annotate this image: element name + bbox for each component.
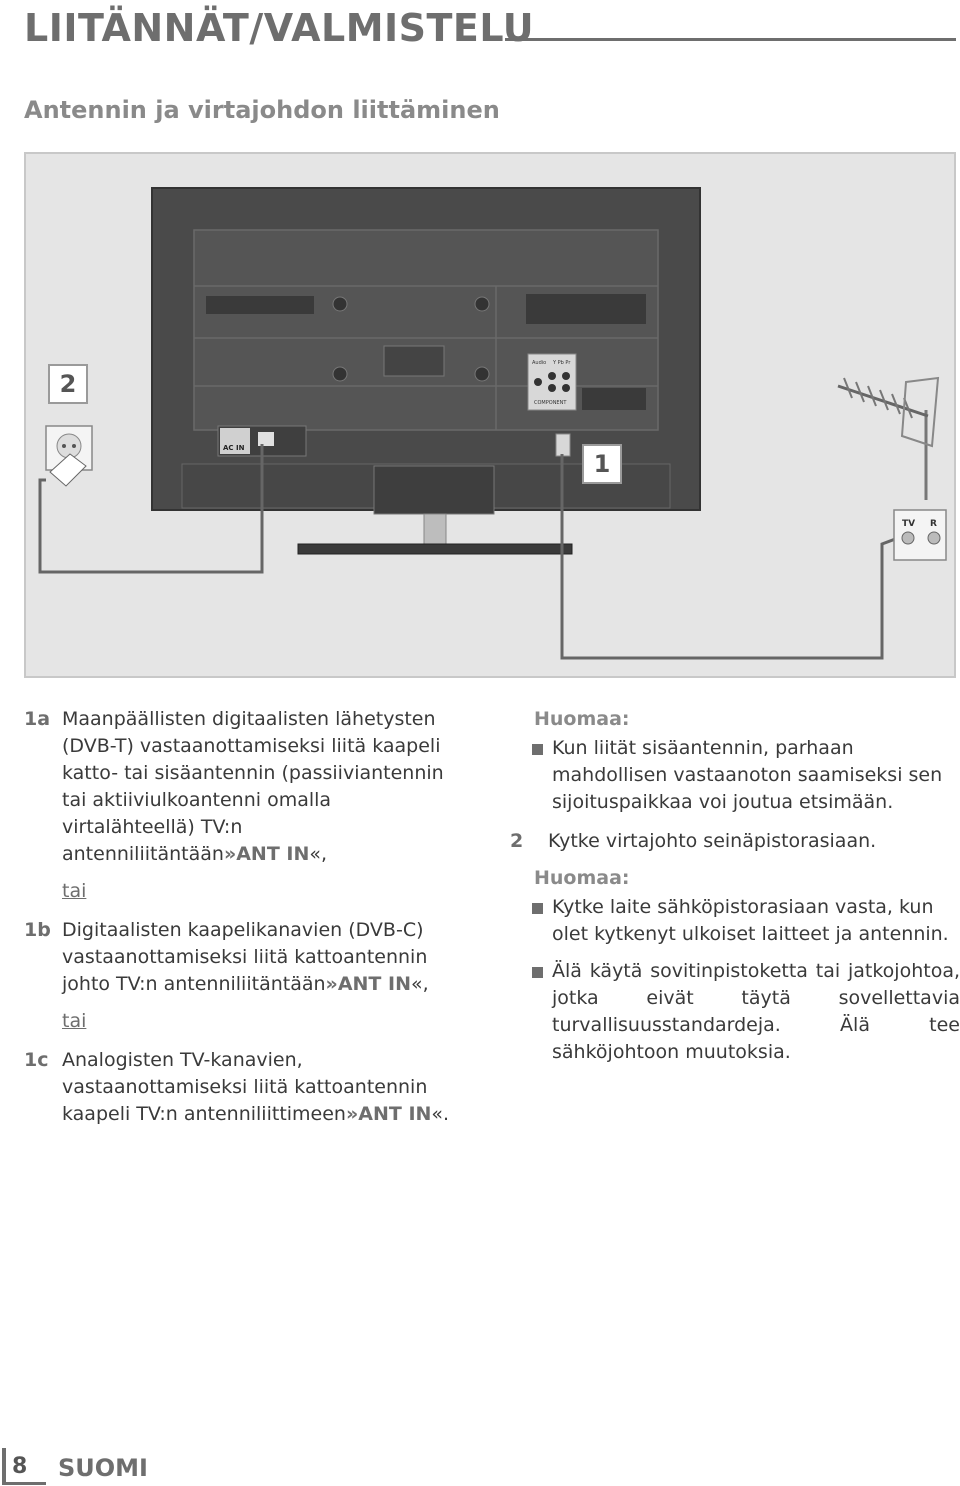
mount-hole [333,367,347,381]
ac-in-socket [258,432,274,446]
bullet-square-icon [532,967,543,978]
instruction-number: 1b [24,919,51,941]
instruction-1c [24,1047,464,1128]
stand-mount [374,466,494,514]
vent-right [526,294,646,324]
keyword-ant-in: »ANT IN [345,1103,432,1125]
instruction-text: Digitaalisten kaapelikanavien (DVB-C) vastaanottamiseksi liitä kattoantennin johto TV:n antenniliitäntään [62,919,428,995]
svg-text:Audio: Audio [532,360,547,366]
instruction-1b [24,917,464,998]
note-heading: Huomaa: [534,708,630,730]
note-bullet [510,894,960,948]
svg-text:TV: TV [902,519,916,529]
note-bullet [510,735,960,816]
instruction-text: Maanpäällisten digitaalisten lähetysten (DVB-T) vastaanottamiseksi liitä kaapeli katto- tai sisäantennin (passiiviantennin tai aktiiviulkoantenni omalla virtalähteellä) TV:n antenniliitäntään [62,708,444,865]
instruction-text: Kytke virtajohto seinäpistorasiaan. [548,830,877,852]
connection-figure [24,152,956,678]
note-text: Älä käytä sovitinpistoketta tai jatkojohtoa, jotka eivät täytä sovellettavia turvallisuusstandardeja. Älä tee sähköjohtoon muutoksia. [552,960,960,1063]
instruction-tail: «, [410,973,429,995]
vent-lower-right [582,388,646,410]
mount-hole [333,297,347,311]
svg-text:R: R [930,519,937,529]
instruction-number: 2 [510,830,524,852]
instruction-text: Analogisten TV-kanavien, vastaanottamiseksi liitä kattoantennin kaapeli TV:n antenniliittimeen [62,1049,428,1125]
or-separator: tai [62,1010,87,1032]
note-heading: Huomaa: [534,867,630,889]
stand-neck [424,514,446,544]
note-bullet [510,958,960,1066]
bullet-square-icon [532,744,543,755]
svg-text:COMPONENT: COMPONENT [534,400,567,406]
antenna-boom [838,386,928,416]
callout-1: 1 [582,444,622,484]
mount-hole [475,297,489,311]
instruction-tail: «. [431,1103,450,1125]
keyword-ant-in: »ANT IN [325,973,411,995]
page-title: LIITÄNNÄT/VALMISTELU [24,6,535,50]
right-column [510,706,960,1076]
note-text: Kytke laite sähköpistorasiaan vasta, kun olet kytkenyt ulkoiset laitteet ja antennin. [552,896,949,945]
keyword-ant-in: »ANT IN [223,843,310,865]
instruction-2 [510,828,960,855]
page-number: 8 [12,1454,28,1479]
instruction-1a [24,706,464,868]
stand-base [298,544,572,554]
bullet-square-icon [532,903,543,914]
callout-2: 2 [48,364,88,404]
label-plate [384,346,444,376]
or-separator: tai [62,880,87,902]
svg-text:AC IN: AC IN [223,444,245,452]
note-text: Kun liität sisäantennin, parhaan mahdollisen vastaanoton saamiseksi sen sijoituspaikkaa voi joutua etsimään. [552,737,943,813]
instruction-number: 1c [24,1049,49,1071]
instruction-number: 1a [24,708,51,730]
footer-underline [2,1482,46,1485]
left-column [24,706,464,1136]
title-rule [505,38,956,41]
svg-text:Y Pb Pr: Y Pb Pr [553,360,571,366]
tv-connection-illustration [26,154,954,676]
footer-bar [2,1448,6,1484]
instruction-tail: «, [309,843,328,865]
footer-language: SUOMI [58,1454,148,1482]
vent-left [206,296,314,314]
ant-in-port [556,434,570,456]
section-subtitle: Antennin ja virtajohdon liittäminen [24,96,500,124]
mount-hole [475,367,489,381]
